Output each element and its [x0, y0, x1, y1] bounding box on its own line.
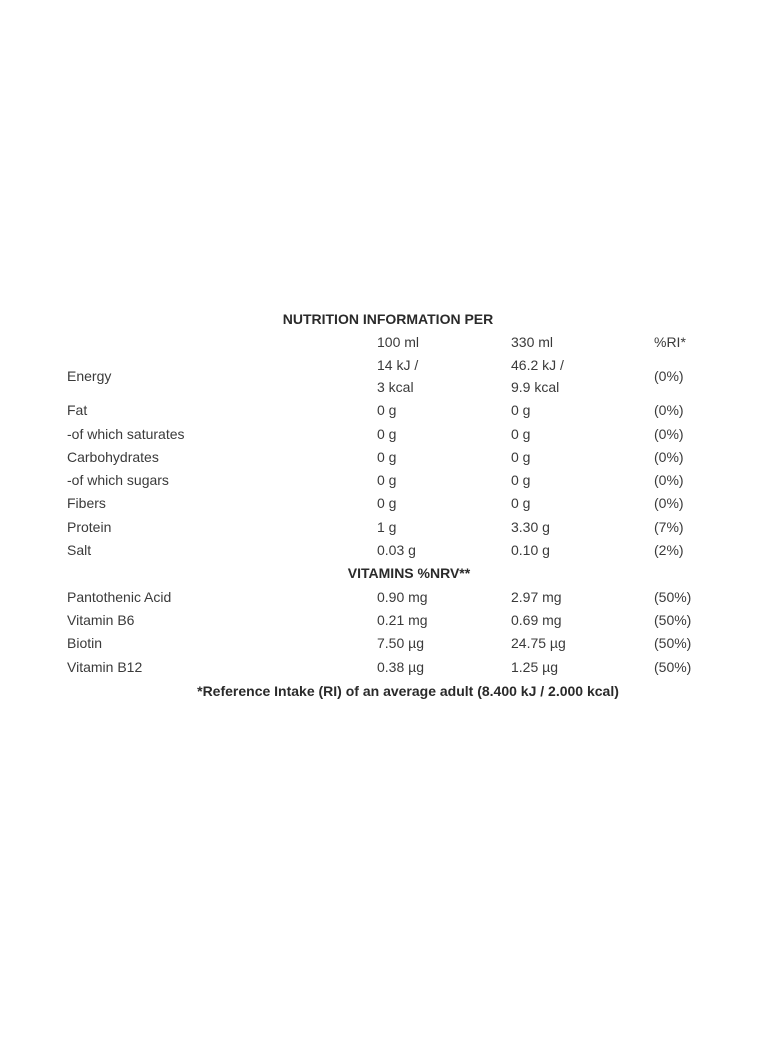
- table-row: [58, 423, 718, 446]
- nutrient-100ml: 0 g: [377, 495, 397, 512]
- vitamin-name: Vitamin B12: [67, 658, 143, 675]
- energy-100ml-kj: 14 kJ /: [377, 357, 419, 374]
- vitamin-nrv: (50%): [654, 635, 692, 652]
- table-row: [58, 469, 718, 492]
- vitamin-100ml: 0.38 µg: [377, 658, 424, 675]
- nutrient-name: -of which sugars: [67, 472, 169, 489]
- energy-row: [58, 354, 718, 399]
- table-row: [58, 609, 718, 632]
- energy-100ml-kcal: 3 kcal: [377, 379, 414, 396]
- table-row: [58, 492, 718, 515]
- nutrient-name: Fibers: [67, 495, 106, 512]
- nutrient-100ml: 0 g: [377, 448, 397, 465]
- vitamin-330ml: 1.25 µg: [511, 658, 558, 675]
- vitamin-nrv: (50%): [654, 588, 692, 605]
- table-row: [58, 656, 718, 679]
- reference-footnote: *Reference Intake (RI) of an average adult (8.400 kJ / 2.000 kcal): [197, 682, 619, 699]
- energy-100ml: [377, 354, 418, 398]
- vitamin-330ml: 2.97 mg: [511, 588, 562, 605]
- vitamin-name: Pantothenic Acid: [67, 588, 172, 605]
- nutrient-name: Carbohydrates: [67, 448, 159, 465]
- vitamin-nrv: (50%): [654, 658, 692, 675]
- nutrient-ri: (0%): [654, 448, 684, 465]
- nutrient-330ml: 0 g: [511, 425, 531, 442]
- nutrient-100ml: 0 g: [377, 472, 397, 489]
- nutrient-330ml: 0 g: [511, 495, 531, 512]
- nutrient-100ml: 1 g: [377, 518, 397, 535]
- vitamin-rows: [58, 586, 718, 679]
- nutrient-330ml: 0 g: [511, 448, 531, 465]
- nutrient-ri: (0%): [654, 472, 684, 489]
- nutrient-330ml: 0.10 g: [511, 542, 550, 559]
- table-row: [58, 539, 718, 562]
- vitamins-heading: VITAMINS %NRV**: [347, 565, 471, 582]
- header-100ml: 100 ml: [377, 334, 420, 350]
- nutrient-name: Fat: [67, 402, 88, 419]
- nutrient-ri: (0%): [654, 495, 684, 512]
- nutrient-name: -of which saturates: [67, 425, 185, 442]
- table-row: [58, 446, 718, 469]
- vitamin-330ml: 0.69 mg: [511, 611, 562, 628]
- energy-ri: (0%): [654, 368, 684, 385]
- nutrient-name: Salt: [67, 542, 92, 559]
- vitamin-name: Biotin: [67, 635, 103, 652]
- nutrient-ri: (2%): [654, 542, 684, 559]
- nutrient-100ml: 0.03 g: [377, 542, 416, 559]
- nutrient-name: Protein: [67, 518, 112, 535]
- header-330ml: 330 ml: [511, 334, 554, 350]
- nutrient-ri: (0%): [654, 425, 684, 442]
- nutrition-table: [58, 308, 718, 703]
- nutrient-ri: (0%): [654, 402, 684, 419]
- table-row: [58, 399, 718, 422]
- vitamin-nrv: (50%): [654, 611, 692, 628]
- header-row: [58, 331, 718, 354]
- vitamin-100ml: 7.50 µg: [377, 635, 424, 652]
- table-title: NUTRITION INFORMATION PER: [282, 311, 494, 327]
- nutrient-330ml: 3.30 g: [511, 518, 550, 535]
- table-row: [58, 516, 718, 539]
- nutrient-330ml: 0 g: [511, 472, 531, 489]
- vitamin-name: Vitamin B6: [67, 611, 135, 628]
- nutrient-ri: (7%): [654, 518, 684, 535]
- table-row: [58, 632, 718, 655]
- vitamin-100ml: 0.90 mg: [377, 588, 428, 605]
- nutrient-330ml: 0 g: [511, 402, 531, 419]
- energy-label: Energy: [67, 368, 112, 385]
- vitamin-330ml: 24.75 µg: [511, 635, 566, 652]
- energy-330ml: [511, 354, 564, 398]
- nutrient-100ml: 0 g: [377, 402, 397, 419]
- header-ri: %RI*: [654, 334, 686, 350]
- table-row: [58, 586, 718, 609]
- energy-330ml-kcal: 9.9 kcal: [511, 379, 560, 396]
- energy-330ml-kj: 46.2 kJ /: [511, 357, 564, 374]
- nutrient-rows: [58, 399, 718, 562]
- vitamin-100ml: 0.21 mg: [377, 611, 428, 628]
- nutrient-100ml: 0 g: [377, 425, 397, 442]
